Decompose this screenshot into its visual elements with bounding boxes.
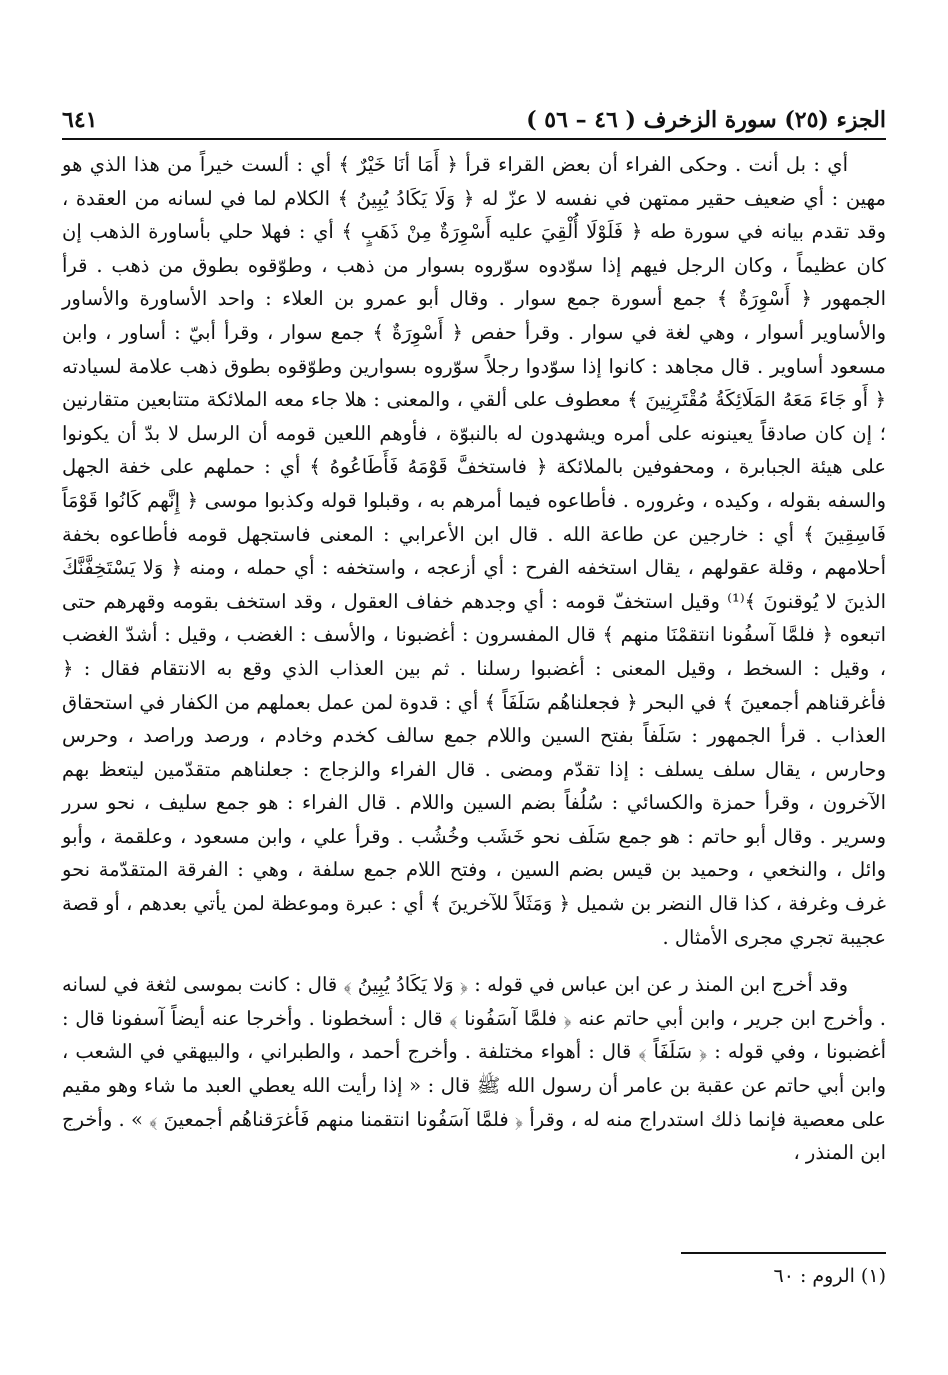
page-header <box>62 95 886 133</box>
running-title: الجزء (٢٥) سورة الزخرف ( ٤٦ – ٥٦ ) <box>526 107 886 133</box>
paragraph: أي : بل أنت . وحكى الفراء أن بعض القراء قرأ ﴿ أَمَا أنَا خَيْرٌ ﴾ أي : ألست خيراً من هذا الذي هو مهين : أي ضعيف حقير ممتهن في نفسه لا عزّ له ﴿ وَلَا يَكَادُ يُبِينُ ﴾ الكلام لما في لسانه من العقدة ، وقد تقدم بيانه في سورة طه ﴿ فَلَوْلَا أُلْقِيَ عليه أَسْوِرَةٌ مِنْ ذَهَبٍ ﴾ أي : فهلا حلي بأساورة الذهب إن كان عظيماً ، وكان الرجل فيهم إذا سوّدوه سوّروه بسوار من ذهب ، وطوّقوه بطوق من ذهب . قرأ الجمهور ﴿ أَسْوِرَةٌ ﴾ جمع أسورة جمع سوار . وقال أبو عمرو بن العلاء : واحد الأساورة والأساور والأساوير أسوار ، وهي لغة في سوار . وقرأ حفص ﴿ أَسْوِرَةٌ ﴾ جمع سوار ، وقرأ أبيّ : أساور ، وابن مسعود أساوير . قال مجاهد : كانوا إذا سوّدوا رجلاً سوّروه بسوارين وطوّقوه بطوق ذهب علامة لسيادته ﴿ أَو جَاءَ مَعَهُ المَلَائِكَةُ مُقْتَرِنِينَ ﴾ معطوف على ألقي ، والمعنى : هلا جاء معه الملائكة متتابعين متقارنين ؛ إن كان صادقاً يعينونه على أمره ويشهدون له بالنبوّة ، فأوهم اللعين قومه أن الرسل لا بدّ أن يكونوا على هيئة الجبابرة ، ومحفوفين بالملائكة ﴿ فاستخفَّ قَوْمَهُ فَأَطَاعُوهُ ﴾ أي : حملهم على خفة الجهل والسفه بقوله ، وكيده ، وغروره . فأطاعوه فيما أمرهم به ، وقبلوا قوله وكذبوا موسى ﴿ إِنَّهم كَانُوا قَوْمَاً فَاسِقِينَ ﴾ أي : خارجين عن طاعة الله . قال ابن الأعرابي : المعنى فاستجهل قومه فأطاعوه بخفة أحلامهم ، وقلة عقولهم ، يقال استخفه الفرح : أي أزعجه ، واستخفه : أي حمله ، ومنه ﴿ وَلا يَسْتَخِفَّنَّكَ الذينَ لا يُوقنونَ ﴾⁽¹⁾ وقيل استخفّ قومه : أي وجدهم خفاف العقول ، وقد استخف بقومه وقهرهم حتى اتبعوه ﴿ فلمَّا آسفُونا انتقمْنَا منهم ﴾ قال المفسرون : أغضبونا ، والأسف : الغضب ، وقيل : أشدّ الغضب ، وقيل : السخط ، وقيل المعنى : أغضبوا رسلنا . ثم بين العذاب الذي وقع به الانتقام فقال : ﴿ فأغرقناهم أجمعينَ ﴾ في البحر ﴿ فجعلناهُم سَلَفَاً ﴾ أي : قدوة لمن عمل بعملهم من الكفار في استحقاق العذاب . قرأ الجمهور : سَلَفاً بفتح السين واللام جمع سالف كخدم وخادم ، ورصد وراصد ، وحرس وحارس ، يقال سلف يسلف : إذا تقدّم ومضى . قال الفراء والزجاج : جعلناهم متقدّمين ليتعظ بهم الآخرون ، وقرأ حمزة والكسائي : سُلُفاً بضم السين واللام . قال الفراء : هو جمع سليف ، نحو سرر وسرير . وقال أبو حاتم : هو جمع سَلَف نحو خَشَب وخُشُب . وقرأ علي ، وابن مسعود ، وعلقمة ، وأبو وائل ، والنخعي ، وحميد بن قيس بضم السين ، وفتح اللام جمع سلفة ، وهي : الفرقة المتقدّمة نحو غرف وغرفة ، كذا قال النضر بن شميل ﴿ وَمَثَلاً للآخرينَ ﴾ أي : عبرة وموعظة لمن يأتي بعدهم ، أو قصة عجيبة تجري مجرى الأمثال . <box>62 153 886 949</box>
header-rule <box>62 138 886 140</box>
page-number: ٦٤١ <box>62 107 98 133</box>
main-text <box>62 148 886 1170</box>
footnote: (١) الروم : ٦٠ <box>773 1265 886 1287</box>
paragraph: وقد أخرج ابن المنذ ر عن ابن عباس في قوله : ﴿ وَلا يَكَادُ يُبِينُ ﴾ قال : كانت بموسى لثغة في لسانه . وأخرج ابن جرير ، وابن أبي حاتم عنه ﴿ فلمَّا آسَفُونا ﴾ قال : أسخطونا . وأخرجا عنه أيضاً آسفونا قال : أغضبونا ، وفي قوله : ﴿ سَلَفَاً ﴾ قال : أهواء مختلفة . وأخرج أحمد ، والطبراني ، والبيهقي في الشعب ، وابن أبي حاتم عن عقبة بن عامر أن رسول الله ﷺ قال : « إذا رأيت الله يعطي العبد ما شاء وهو مقيم على معصية فإنما ذلك استدراج منه له ، وقرأ ﴿ فلمَّا آسَفُونا انتقمنا منهم فَأغرَقناهُم أجمعينَ ﴾ » . وأخرج ابن المنذر ، <box>62 973 886 1165</box>
footnote-rule <box>681 1252 886 1254</box>
